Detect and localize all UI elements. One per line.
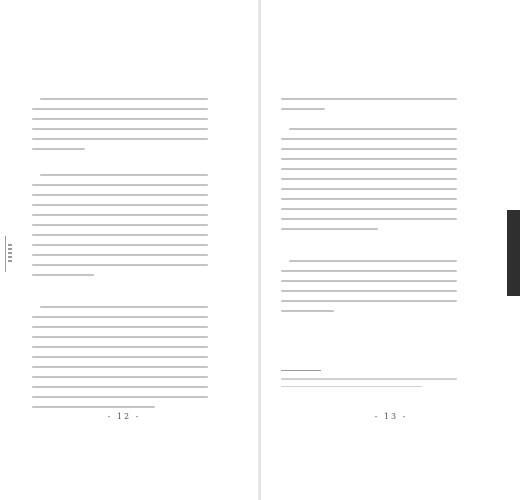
footnote-rule — [281, 370, 321, 371]
paragraph — [32, 98, 208, 158]
margin-mark — [5, 236, 14, 272]
footnote — [281, 378, 457, 393]
paragraph — [281, 128, 457, 238]
chapter-side-tab — [507, 210, 520, 296]
paragraph — [32, 306, 208, 416]
paragraph — [281, 98, 457, 118]
page-number-right: - 13 - — [374, 412, 408, 421]
paragraph — [32, 174, 208, 284]
right-page — [261, 0, 520, 500]
paragraph — [281, 260, 457, 320]
left-page — [0, 0, 259, 500]
page-number-left: - 12 - — [107, 412, 141, 421]
